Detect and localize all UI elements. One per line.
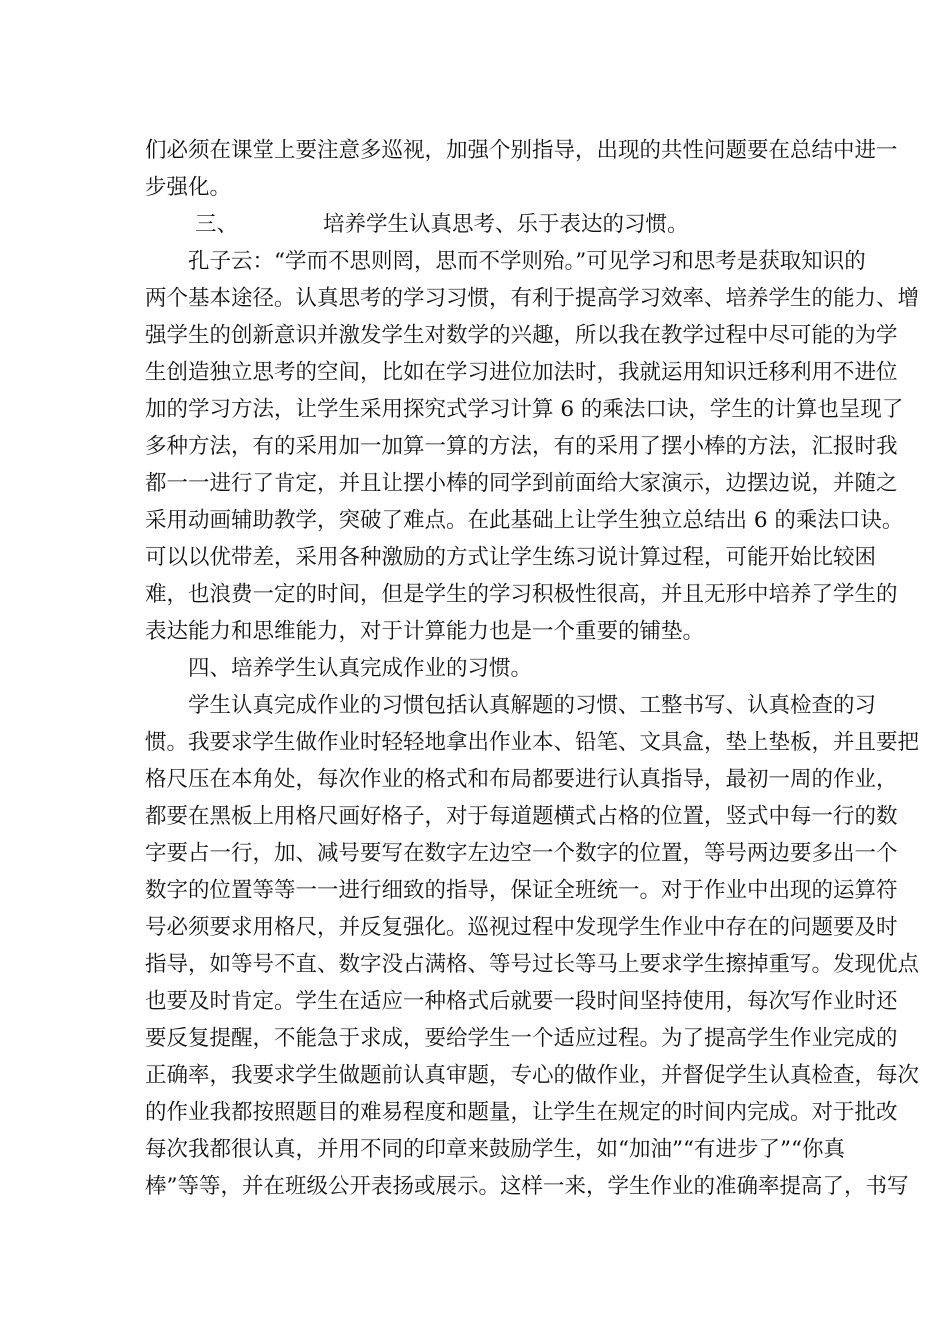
section-title: 培养学生认真思考、乐于表达的习惯。 xyxy=(323,212,689,237)
text-line: 惯。我要求学生做作业时轻轻地拿出作业本、铅笔、文具盒，垫上垫板，并且要把 xyxy=(145,730,920,755)
text-line: 要反复提醒，不能急于求成，要给学生一个适应过程。为了提高学生作业完成的 xyxy=(145,1026,898,1051)
text-line: 难，也浪费一定的时间，但是学生的学习积极性很高，并且无形中培养了学生的 xyxy=(145,582,898,607)
text-line: 也要及时肯定。学生在适应一种格式后就要一段时间坚持使用，每次写作业时还 xyxy=(145,989,898,1014)
text-line: 多种方法，有的采用加一加算一算的方法，有的采用了摆小棒的方法，汇报时我 xyxy=(145,434,898,459)
text-line: 每次我都很认真，并用不同的印章来鼓励学生，如“加油”“有进步了”“你真 xyxy=(145,1137,845,1162)
paragraph-start-line: 孔子云：“学而不思则罔，思而不学则殆。”可见学习和思考是获取知识的 xyxy=(188,249,866,274)
text-line: 采用动画辅助教学，突破了难点。在此基础上让学生独立总结出 6 的乘法口诀。 xyxy=(145,508,904,533)
text-line: 指导，如等号不直、数字没占满格、等号过长等马上要求学生擦掉重写。发现优点 xyxy=(145,952,920,977)
text-line: 强学生的创新意识并激发学生对数学的兴趣，所以我在教学过程中尽可能的为学 xyxy=(145,323,898,348)
text-line: 都一一进行了肯定，并且让摆小棒的同学到前面给大家演示，边摆边说，并随之 xyxy=(145,471,898,496)
paragraph-start-line: 学生认真完成作业的习惯包括认真解题的习惯、工整书写、认真检查的习 xyxy=(188,693,877,718)
section-number: 三、 xyxy=(195,212,239,237)
text-line: 数字的位置等等一一进行细致的指导，保证全班统一。对于作业中出现的运算符 xyxy=(145,878,898,903)
text-line: 棒”等等，并在班级公开表扬或展示。这样一来，学生作业的准确率提高了，书写 xyxy=(145,1174,909,1199)
text-line: 都要在黑板上用格尺画好格子，对于每道题横式占格的位置，竖式中每一行的数 xyxy=(145,804,898,829)
text-line: 可以以优带差，采用各种激励的方式让学生练习说计算过程，可能开始比较困 xyxy=(145,545,877,570)
text-line: 加的学习方法，让学生采用探究式学习计算 6 的乘法口诀，学生的计算也呈现了 xyxy=(145,397,904,422)
section-heading-3 xyxy=(145,206,807,243)
text-line: 字要占一行，加、减号要写在数字左边空一个数字的位置，等号两边要多出一个 xyxy=(145,841,898,866)
text-line: 表达能力和思维能力，对于计算能力也是一个重要的铺垫。 xyxy=(145,619,705,644)
text-line: 们必须在课堂上要注意多巡视，加强个别指导，出现的共性问题要在总结中进一 xyxy=(145,138,898,163)
text-line: 生创造独立思考的空间，比如在学习进位加法时，我就运用知识迁移利用不进位 xyxy=(145,360,898,385)
body-text xyxy=(145,132,920,1205)
text-line: 步强化。 xyxy=(145,175,232,200)
section-heading-4: 四、培养学生认真完成作业的习惯。 xyxy=(188,656,533,681)
text-line: 格尺压在本角处，每次作业的格式和布局都要进行认真指导，最初一周的作业， xyxy=(145,767,898,792)
text-line: 号必须要求用格尺，并反复强化。巡视过程中发现学生作业中存在的问题要及时 xyxy=(145,915,898,940)
text-line: 的作业我都按照题目的难易程度和题量，让学生在规定的时间内完成。对于批改 xyxy=(145,1100,898,1125)
text-line: 两个基本途径。认真思考的学习习惯，有利于提高学习效率、培养学生的能力、增 xyxy=(145,286,920,311)
text-line: 正确率，我要求学生做题前认真审题，专心的做作业，并督促学生认真检查，每次 xyxy=(145,1063,920,1088)
